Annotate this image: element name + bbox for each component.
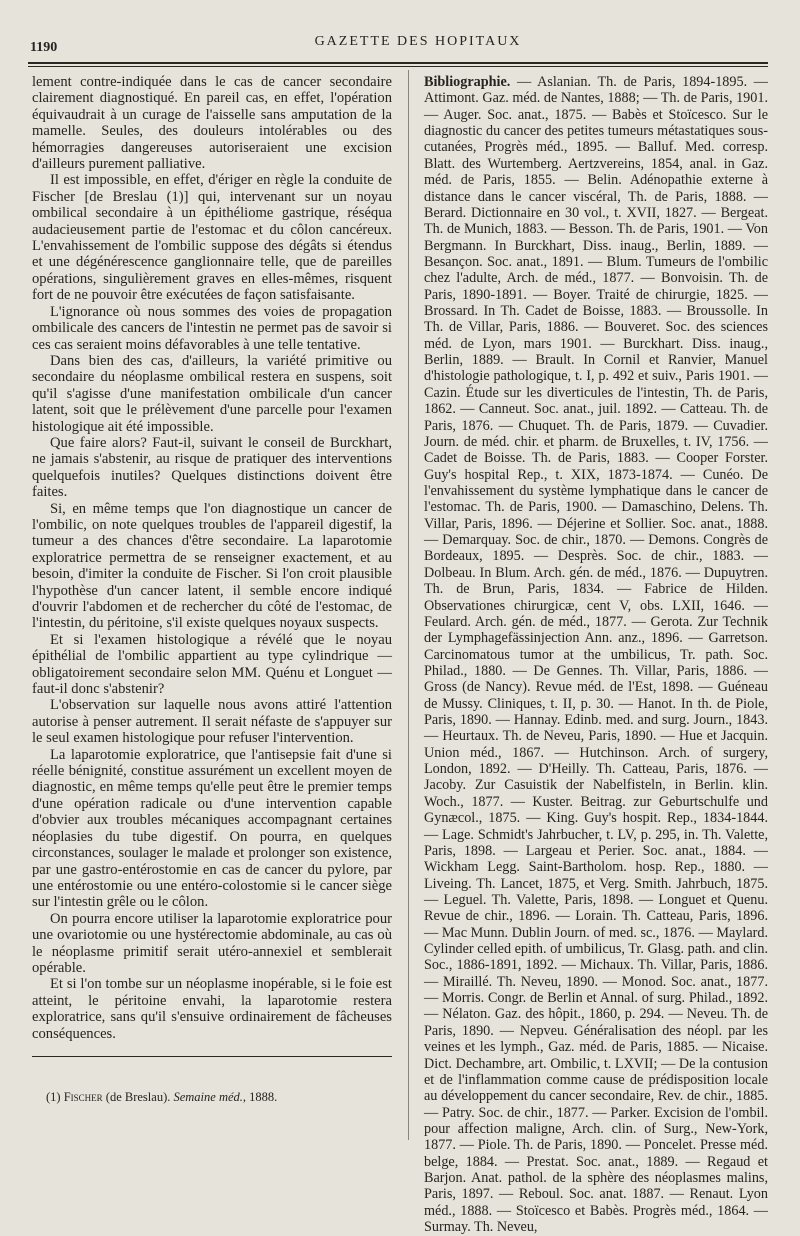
page-header [28,30,763,58]
footnote-rule [32,1056,392,1057]
paragraph: On pourra encore utiliser la laparotomie exploratrice pour une ovariotomie ou une hystérectomie abdominale, au cas où le néoplasme primitif serait utéro-annexiel et semblerait opérable. [32,910,392,976]
column-divider [408,70,409,1140]
paragraph: lement contre-indiquée dans le cas de cancer secondaire clairement diagnostiqué. En pareil cas, en effet, l'opération équivaudrait à un curage de l'aisselle sans amputation de la mamelle. Seules, des douleurs intolérables ou des hémorragies dangereuses autoriseraient une excision d'ailleurs purement palliative. [32,74,392,173]
footnote [46,1090,386,1104]
paragraph: L'ignorance où nous sommes des voies de propagation ombilicale des cancers de l'intestin ne permet pas de savoir si ces cas seraient moins défavorables à une telle tentative. [32,303,392,353]
header-rule-thick [28,62,768,64]
paragraph: Dans bien des cas, d'ailleurs, la variété primitive ou secondaire du néoplasme ombilical restera en suspens, soit qu'il s'agisse d'une manifestation ombilicale d'un cancer latent, soit que le prélèvement d'une parcelle pour l'examen histologique ait été impossible. [32,352,392,435]
paragraph: Si, en même temps que l'on diagnostique un cancer de l'ombilic, on note quelques troubles de l'appareil digestif, la tumeur a des chances d'être secondaire. La laparotomie exploratrice permettra de se renseigner exactement, et au besoin, d'imiter la conduite de Fischer. Si l'on croit plausible l'hypothèse d'un cancer latent, il semble encore indiqué d'ouvrir l'abdomen et de rechercher du côté de l'estomac, de l'intestin, du péritoine, s'il existe quelques noyaux suspects. [32,500,392,632]
footnote-place: (de Breslau). [105,1090,171,1104]
header-rule-thin [28,66,768,67]
paragraph: L'observation sur laquelle nous avons attiré l'attention autorise à penser autrement. Il serait néfaste de s'appuyer sur le seul examen histologique pour refuser l'intervention. [32,697,392,747]
paragraph: Et si l'examen histologique a révélé que le noyau épithélial de l'ombilic appartient au type cylindrique — obligatoirement secondaire selon MM. Quénu et Longuet — faut-il donc s'abstenir? [32,631,392,698]
footnote-source: Semaine méd. [173,1090,243,1104]
footnote-year: , 1888. [242,1090,278,1104]
paragraph: La laparotomie exploratrice, que l'antisepsie fait d'une si réelle bénignité, constitue assurément un excellent moyen de diagnostic, en même temps qu'elle peut être le premier temps d'une opération radicale ou d'une intervention capable d'obvier aux troubles mécaniques accompagnant certaines néoplasies du tube digestif. On pourra, en quelques circonstances, soulager le malade et prolonger son existence, par une gastro-entérostomie en cas de cancer du pylore, par une entérostomie ou une entéro-colostomie si le cancer siège sur l'intestin grêle ou le côlon. [32,746,392,911]
page-number: 1190 [30,40,58,55]
footnote-author: Fischer [63,1090,103,1104]
paragraph: Il est impossible, en effet, d'ériger en règle la conduite de Fischer [de Breslau (1)] qui, intervenant sur un noyau ombilical secondaire à un épithéliome gastrique, réséqua audacieusement partie de l'estomac et du côlon cancéreux. L'envahissement de l'ombilic suppose des dégâts si étendus et une dégénérescence ganglionnaire telle, que de pareilles opérations, singulièrement graves en elles-mêmes, risquent fort de ne pouvoir être exécutées de façon satisfaisante. [32,172,392,304]
bibliography-text: — Aslanian. Th. de Paris, 1894-1895. — Attimont. Gaz. méd. de Nantes, 1888; — Th. de Paris, 1901. — Auger. Soc. anat., 1875. — Babès et Stoïcesco. Sur le diagnostic du cancer des petites tumeurs métastatiques sous-cutanées, Progrès méd., 1895. — Balluf. Med. corresp. Blatt. des Wurtemberg. Aertzvereins, 1854, anal. in Gaz. méd. de Paris, 1855. — Belin. Adénopathie externe à distance dans le cancer viscéral, Th. de Paris, 1888. — Berard. Dictionnaire en 30 vol., t. XVII, 1827. — Bergeat. Th. de Munich, 1883. — Besson. Th. de Paris, 1901. — Von Bergmann. In Burckhart, Diss. inaug., Berlin, 1889. — Besançon. Soc. anat., 1891. — Blum. Tumeurs de l'ombilic chez l'adulte, Arch. de méd., 1877. — Bonvoisin. Th. de Paris, 1890-1891. — Boyer. Traité de chirurgie, 1825. — Brossard. In Th. Cadet de Boisse, 1883. — Broussolle. In Th. de Villar, Paris, 1886. — Bouveret. Soc. des sciences méd. de Lyon, mars 1901. — Burckhart. Diss. inaug., Berlin, 1889. — Brault. In Cornil et Ranvier, Manuel d'histologie pathologique, t. I, p. 492 et suiv., Paris 1901. — Cazin. Étude sur les diverticules de l'intestin, Th. de Paris, 1862. — Canneut. Soc. anat., juil. 1892. — Catteau. Th. de Paris, 1876. — Chuquet. Th. de Paris, 1879. — Cuvadier. Journ. de méd. chir. et pharm. de Bruxelles, t. IV, 1756. — Cadet de Boisse. Th. de Paris, 1883. — Cooper Forster. Guy's hospital Rep., t. XIX, 1873-1874. — Cunéo. De l'envahissement du système lymphatique dans le cancer de l'estomac. Th. de Paris, 1900. — Damaschino, Delens. Th. Villar, Paris, 1896. — Déjerine et Sollier. Soc. anat., 1888. — Demarquay. Soc. de chir., 1870. — Demons. Congrès de Bordeaux, 1895. — Desprès. Soc. de chir., 1883. — Dolbeau. In Blum. Arch. gén. de méd., 1876. — Dupuytren. Th. de Brun, Paris, 1834. — Fabrice de Hilden. Observationes chirurgicæ, cent V, obs. LXII, 1646. — Feulard. Arch. gén. de méd., 1877. — Gerota. Zur Technik der Lymphagefässinjection Ann. anz., 1896. — Garretson. Carcinomatous tumor at the umbilicus, Tr. path. Soc. Philad., 1880. — De Gennes. Th. Villar, Paris, 1886. — Gross (de Nancy). Revue méd. de l'Est, 1898. — Guéneau de Mussy. Cliniques, t. II, p. 30. — Hanot. In th. de Piole, Paris, 1890. — Hannay. Edinb. med. and surg. Journ., 1843. — Heurtaux. Th. de Neveu, Paris, 1890. — Hue et Jacquin. Union méd., 1867. — Hutchinson. Arch. of surgery, London, 1892. — D'Heilly. Th. Catteau, Paris, 1876. — Jacoby. Zur Casuistik der Nabelfisteln, in Berlin. klin. Woch., 1877. — Kuster. Beitrag. zur Geburtschulfe und Gynæcol., 1875. — King. Guy's hospit. Rep., 1834-1844. — Lage. Schmidt's Jahrbucher, t. LV, p. 295, in. Th. Valette, Paris, 1898. — Largeau et Perier. Soc. anat., 1884. — Wickham Legg. Saint-Bartholom. hosp. Rep., 1880. — Liveing. Th. Lancet, 1875, et Verg. Smith. Jahrbuch, 1875. — Leguel. Th. Valette, Paris, 1898. — Longuet et Quenu. Revue de chir., 1896. — Lorain. Th. Catteau, Paris, 1896. — Mac Munn. Dublin Journ. of med. sc., 1876. — Maylard. Cylinder celled epith. of umbilicus, Tr. Glasg. path. and clin. Soc., 1886-1891, 1892. — Michaux. Th. Villar, Paris, 1886. — Miraillé. Th. Neveu, 1890. — Monod. Soc. anat., 1877. — Morris. Congr. de Berlin et Annal. of surg. Philad., 1892. — Nélaton. Gaz. des hôpit., 1860, p. 294. — Neveu. Th. de Paris, 1890. — Nepveu. Généralisation des néopl. par les veines et les lymph., Gaz. méd. de Paris, 1885. — Nicaise. Dict. Dechambre, art. Ombilic, t. LXVII; — De la contusion et de l'inflammation comme cause de prédisposition locale au développement du cancer secondaire, Rev. de chir., 1885. — Patry. Soc. de chir., 1877. — Parker. Excision de l'ombil. pour affection maligne, Arch. clin. of Surg., New-York, 1877. — Piole. Th. de Paris, 1890. — Poncelet. Presse méd. belge, 1884. — Prestat. Soc. anat., 1889. — Regaud et Barjon. Anat. pathol. de la sphère des néoplasmes malins, Paris, 1897. — Reboul. Soc. anat. 1887. — Renaut. Lyon méd., 1888. — Stoïcesco et Babès. Progrès méd., 1864. — Surmay. Th. Neveu, [424,74,769,1236]
bibliography-heading: Bibliographie. [424,74,511,90]
left-column [32,74,392,1042]
bibliography-block [424,74,768,1236]
right-column [424,74,768,1236]
paragraph: Que faire alors? Faut-il, suivant le conseil de Burckhart, ne jamais s'abstenir, au risque de pratiquer des interventions quelquefois inutiles? Quelques distinctions doivent être faites. [32,434,392,501]
running-title: GAZETTE DES HOPITAUX [314,34,522,49]
footnote-marker: (1) [46,1090,61,1104]
paragraph: Et si l'on tombe sur un néoplasme inopérable, si le foie est atteint, le péritoine envahi, la laparotomie restera exploratrice, sans qu'il s'ensuive ordinairement de fâcheuses conséquences. [32,976,392,1042]
